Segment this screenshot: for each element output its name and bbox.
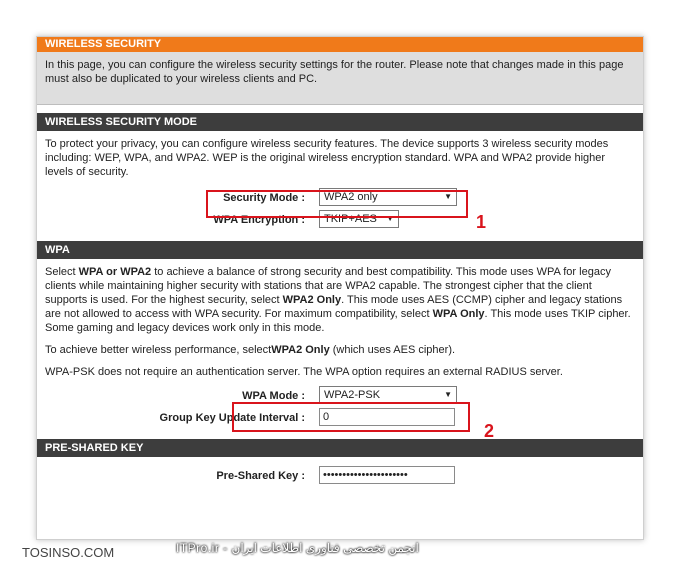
- wireless-security-header: WIRELESS SECURITY: [37, 37, 643, 52]
- wpa-psk-note: WPA-PSK does not require an authentication server. The WPA option requires an external RADIUS server.: [45, 366, 563, 378]
- group-key-label: Group Key Update Interval :: [159, 412, 305, 424]
- wpa-description: Select WPA or WPA2 to achieve a balance of strong security and best compatibility. This mode uses WPA for legacy clients while maintaining higher security with stations that are WPA2 capable. The strongest cipher that the client supports is used. For the highest security, select WPA2 Only. This mode uses AES (CCMP) cipher and legacy stations are not allowed to access with WPA security. For maximum compatibility, select WPA Only. This mode uses TKIP cipher. Some gaming and legacy devices work only in this mode.: [45, 266, 631, 334]
- security-mode-highlight-box: [206, 190, 468, 218]
- dropdown-arrow-icon: ▼: [386, 214, 394, 223]
- psk-label: Pre-Shared Key :: [216, 470, 305, 482]
- security-mode-section-header: WIRELESS SECURITY MODE: [37, 113, 643, 131]
- watermark-right: ITPro.ir - انجمن تخصصی فناوری اطلاعات ایران: [176, 541, 419, 555]
- dropdown-arrow-icon: ▼: [444, 390, 452, 399]
- watermark-left: TOSINSO.COM: [22, 545, 115, 560]
- security-mode-value: WPA2 only: [324, 191, 378, 203]
- wpa-mode-value: WPA2-PSK: [324, 389, 381, 401]
- wpa-performance-tip: To achieve better wireless performance, selectWPA2 Only (which uses AES cipher).: [45, 344, 456, 356]
- callout-number-2: 2: [484, 421, 495, 441]
- group-key-input[interactable]: 0: [319, 408, 455, 426]
- security-mode-description: To protect your privacy, you can configure wireless security features. The device supports 3 wireless security modes including: WEP, WPA, and WPA2. WEP is the original wireless encryption standard. WPA and WPA2 provide higher levels of security.: [45, 138, 609, 178]
- psk-section: [37, 457, 643, 493]
- dropdown-arrow-icon: ▼: [444, 192, 452, 201]
- wireless-security-intro: In this page, you can configure the wireless security settings for the router. Please note that changes made in this page must also be duplicated to your wireless clients and PC.: [37, 52, 643, 105]
- router-settings-panel: [36, 36, 644, 540]
- wpa-encryption-label: WPA Encryption :: [213, 214, 305, 226]
- psk-section-header: PRE-SHARED KEY: [37, 439, 643, 457]
- callout-number-1: 1: [476, 212, 487, 232]
- psk-input[interactable]: ••••••••••••••••••••••: [319, 466, 455, 484]
- security-mode-label: Security Mode :: [223, 192, 305, 204]
- security-mode-section: [37, 131, 643, 237]
- psk-row: [45, 465, 635, 487]
- wpa-mode-highlight-box: [232, 402, 470, 432]
- wpa-section-header: WPA: [37, 241, 643, 259]
- wpa-mode-label: WPA Mode :: [242, 390, 305, 402]
- wpa-encryption-value: TKIP+AES: [324, 213, 377, 225]
